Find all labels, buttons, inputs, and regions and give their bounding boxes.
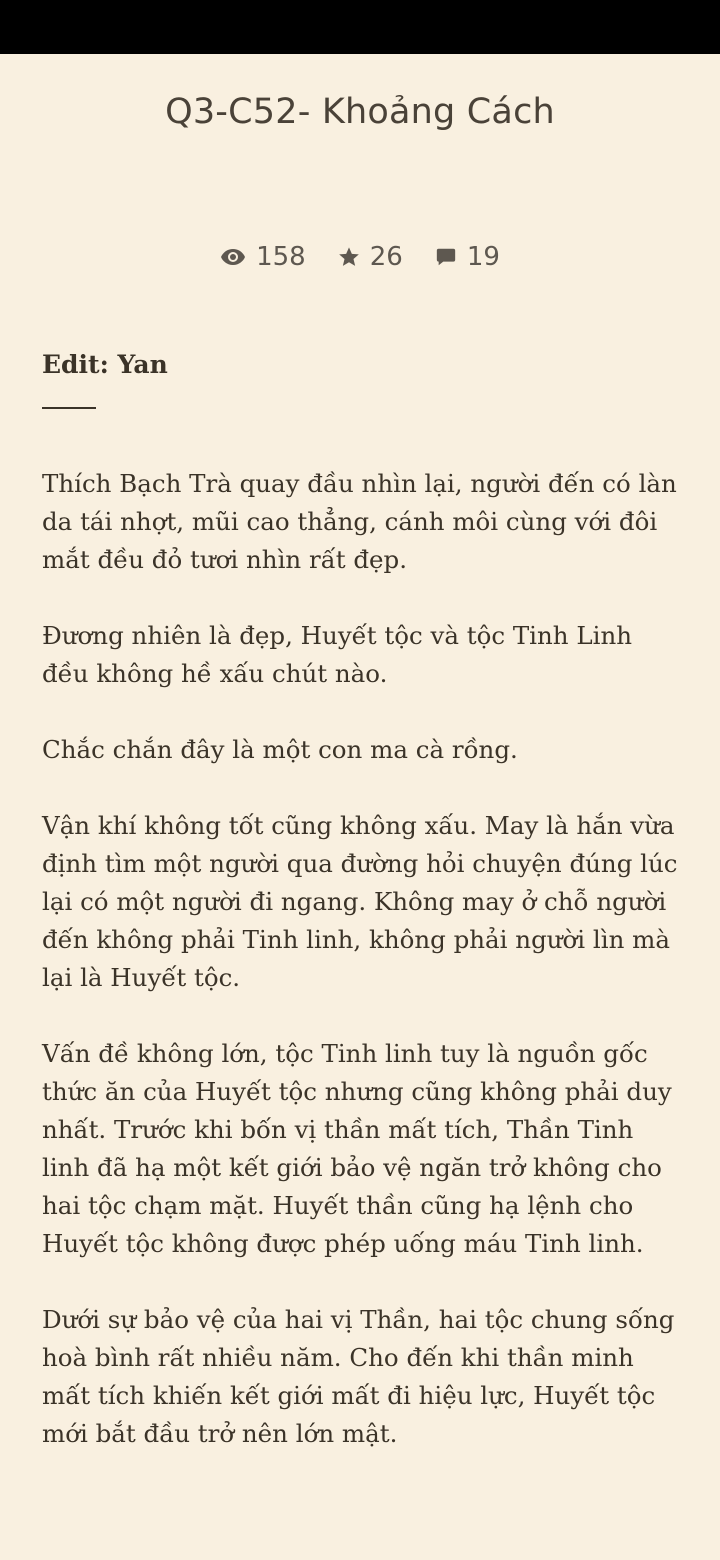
paragraph: Đương nhiên là đẹp, Huyết tộc và tộc Tinh Linh đều không hề xấu chút nào.: [42, 621, 633, 688]
editor-credit: Edit: Yan: [42, 350, 168, 379]
paragraph: Thích Bạch Trà quay đầu nhìn lại, người đến có làn da tái nhợt, mũi cao thẳng, cánh môi cùng với đôi mắt đều đỏ tươi nhìn rất đẹp.: [42, 469, 677, 574]
paragraph: Dưới sự bảo vệ của hai vị Thần, hai tộc chung sống hoà bình rất nhiều năm. Cho đến khi thần minh mất tích khiến kết giới mất đi hiệu lực, Huyết tộc mới bắt đầu trở nên lớn mật.: [42, 1305, 675, 1448]
chapter-stats: [0, 242, 720, 272]
star-icon: [338, 246, 360, 268]
comments-stat: [435, 242, 500, 272]
comment-icon: [435, 246, 457, 268]
views-stat: [220, 242, 306, 272]
eye-icon: [220, 248, 246, 266]
divider: [42, 407, 96, 409]
paragraph: Chắc chắn đây là một con ma cà rồng.: [42, 735, 518, 764]
paragraph: Vấn đề không lớn, tộc Tinh linh tuy là nguồn gốc thức ăn của Huyết tộc nhưng cũng không phải duy nhất. Trước khi bốn vị thần mất tích, Thần Tinh linh đã hạ một kết giới bảo vệ ngăn trở không cho hai tộc chạm mặt. Huyết thần cũng hạ lệnh cho Huyết tộc không được phép uống máu Tinh linh.: [42, 1039, 672, 1258]
status-bar: [0, 0, 720, 54]
chapter-content: [42, 465, 678, 1491]
comments-count: 19: [466, 242, 500, 272]
chapter-title: Q3-C52- Khoảng Cách: [165, 92, 555, 132]
stars-count: 26: [369, 242, 403, 272]
paragraph: Vận khí không tốt cũng không xấu. May là hắn vừa định tìm một người qua đường hỏi chuyện đúng lúc lại có một người đi ngang. Không may ở chỗ người đến không phải Tinh linh, không phải người lìn mà lại là Huyết tộc.: [42, 811, 678, 992]
stars-stat: [338, 242, 403, 272]
views-count: 158: [256, 242, 306, 272]
